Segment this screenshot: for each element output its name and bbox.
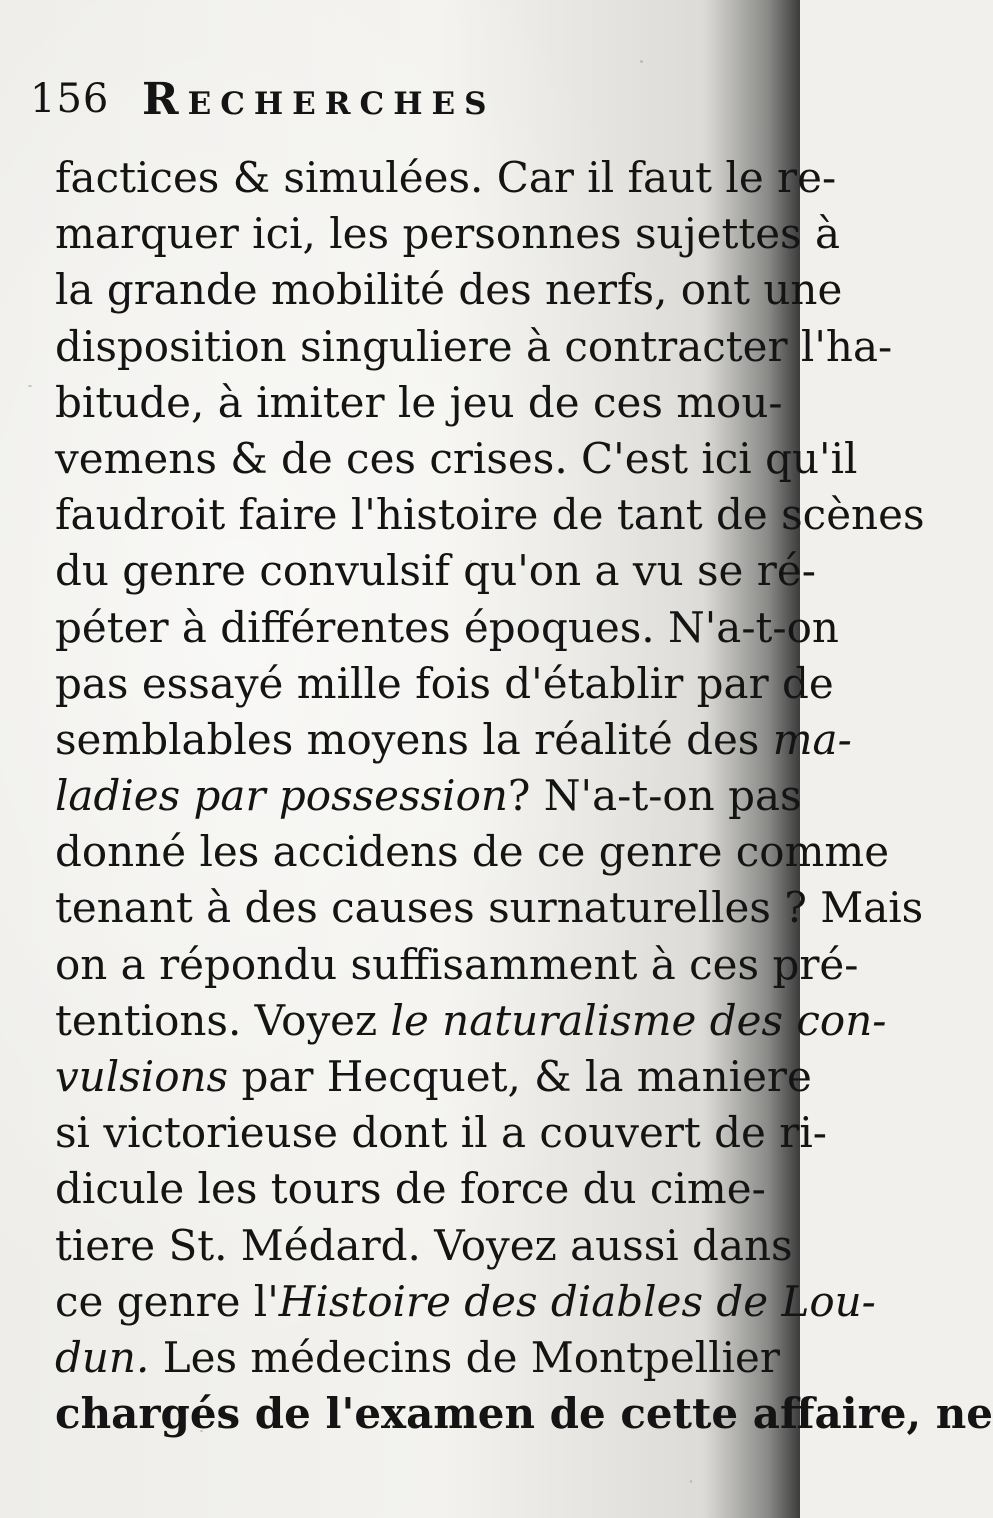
italic-text: dun.: [55, 1332, 150, 1382]
paper-speck: [690, 1480, 692, 1483]
text-line: [55, 937, 859, 993]
text-line: [55, 993, 887, 1049]
text-line: [55, 375, 783, 431]
italic-text: vulsions: [55, 1052, 229, 1101]
text-line: [55, 1105, 827, 1161]
text-segment: bitude, à imiter le jeu de ces mou-: [55, 377, 783, 427]
text-line: [55, 1330, 780, 1386]
text-segment: factices & simulées. Car il faut le re-: [55, 153, 837, 202]
text-line: [55, 431, 858, 487]
text-line: [55, 487, 925, 543]
text-segment: si victorieuse dont il a couvert de ri-: [55, 1108, 827, 1158]
text-segment: marquer ici, les personnes sujettes à: [55, 209, 840, 259]
text-line: [55, 768, 802, 824]
paper-speck: [640, 60, 643, 63]
text-segment: semblables moyens la réalité des: [55, 714, 773, 764]
text-segment: tenant à des causes surnaturelles ? Mais: [55, 883, 924, 933]
text-segment: ? N'a-t-on pas: [507, 771, 802, 821]
page-number: 156: [30, 76, 110, 122]
text-segment: faudroit faire l'histoire de tant de scènes: [55, 490, 925, 540]
text-segment: la grande mobilité des nerfs, ont une: [55, 265, 843, 315]
text-line: [55, 1274, 876, 1330]
text-line: [55, 712, 852, 768]
text-segment: péter à différentes époques. N'a-t-on: [55, 602, 839, 652]
italic-text: ladies par possession: [55, 771, 508, 821]
text-line: [55, 1049, 812, 1105]
text-segment: Les médecins de Montpellier: [149, 1332, 780, 1382]
text-segment: pas essayé mille fois d'établir par de: [55, 658, 834, 708]
italic-text: le naturalisme des con-: [390, 995, 887, 1045]
text-segment: par Hecquet, & la maniere: [228, 1052, 812, 1101]
text-segment: chargés de l'examen de cette affaire, ne: [55, 1389, 993, 1439]
text-segment: tentions. Voyez: [55, 995, 391, 1045]
text-line: [55, 206, 840, 262]
text-line: [55, 600, 839, 656]
text-segment: donné les accidens de ce genre comme: [55, 827, 890, 877]
text-line: [55, 1218, 793, 1274]
text-line: [55, 656, 834, 712]
text-segment: du genre convulsif qu'on a vu se ré-: [55, 546, 816, 596]
body-text: [55, 150, 993, 1442]
page-header: [30, 70, 750, 140]
text-segment: tiere St. Médard. Voyez aussi dans: [55, 1220, 793, 1270]
text-segment: on a répondu suffisamment à ces pré-: [55, 939, 859, 989]
text-line: [55, 824, 890, 880]
text-line: [55, 543, 816, 599]
text-segment: disposition singuliere à contracter l'ha-: [55, 321, 893, 371]
running-title: Recherches: [142, 74, 496, 125]
text-line: [55, 880, 924, 936]
italic-text: Histoire des diables de Lou-: [278, 1276, 876, 1326]
text-line: [55, 150, 837, 206]
text-segment: dicule les tours de force du cime-: [55, 1164, 766, 1214]
italic-text: ma-: [772, 714, 852, 764]
text-segment: vemens & de ces crises. C'est ici qu'il: [55, 433, 858, 483]
text-line: [55, 1161, 766, 1217]
text-segment: ce genre l': [55, 1276, 279, 1326]
text-line: [55, 1386, 993, 1442]
text-line: [55, 319, 893, 375]
text-line: [55, 262, 843, 318]
paper-speck: [28, 385, 32, 387]
